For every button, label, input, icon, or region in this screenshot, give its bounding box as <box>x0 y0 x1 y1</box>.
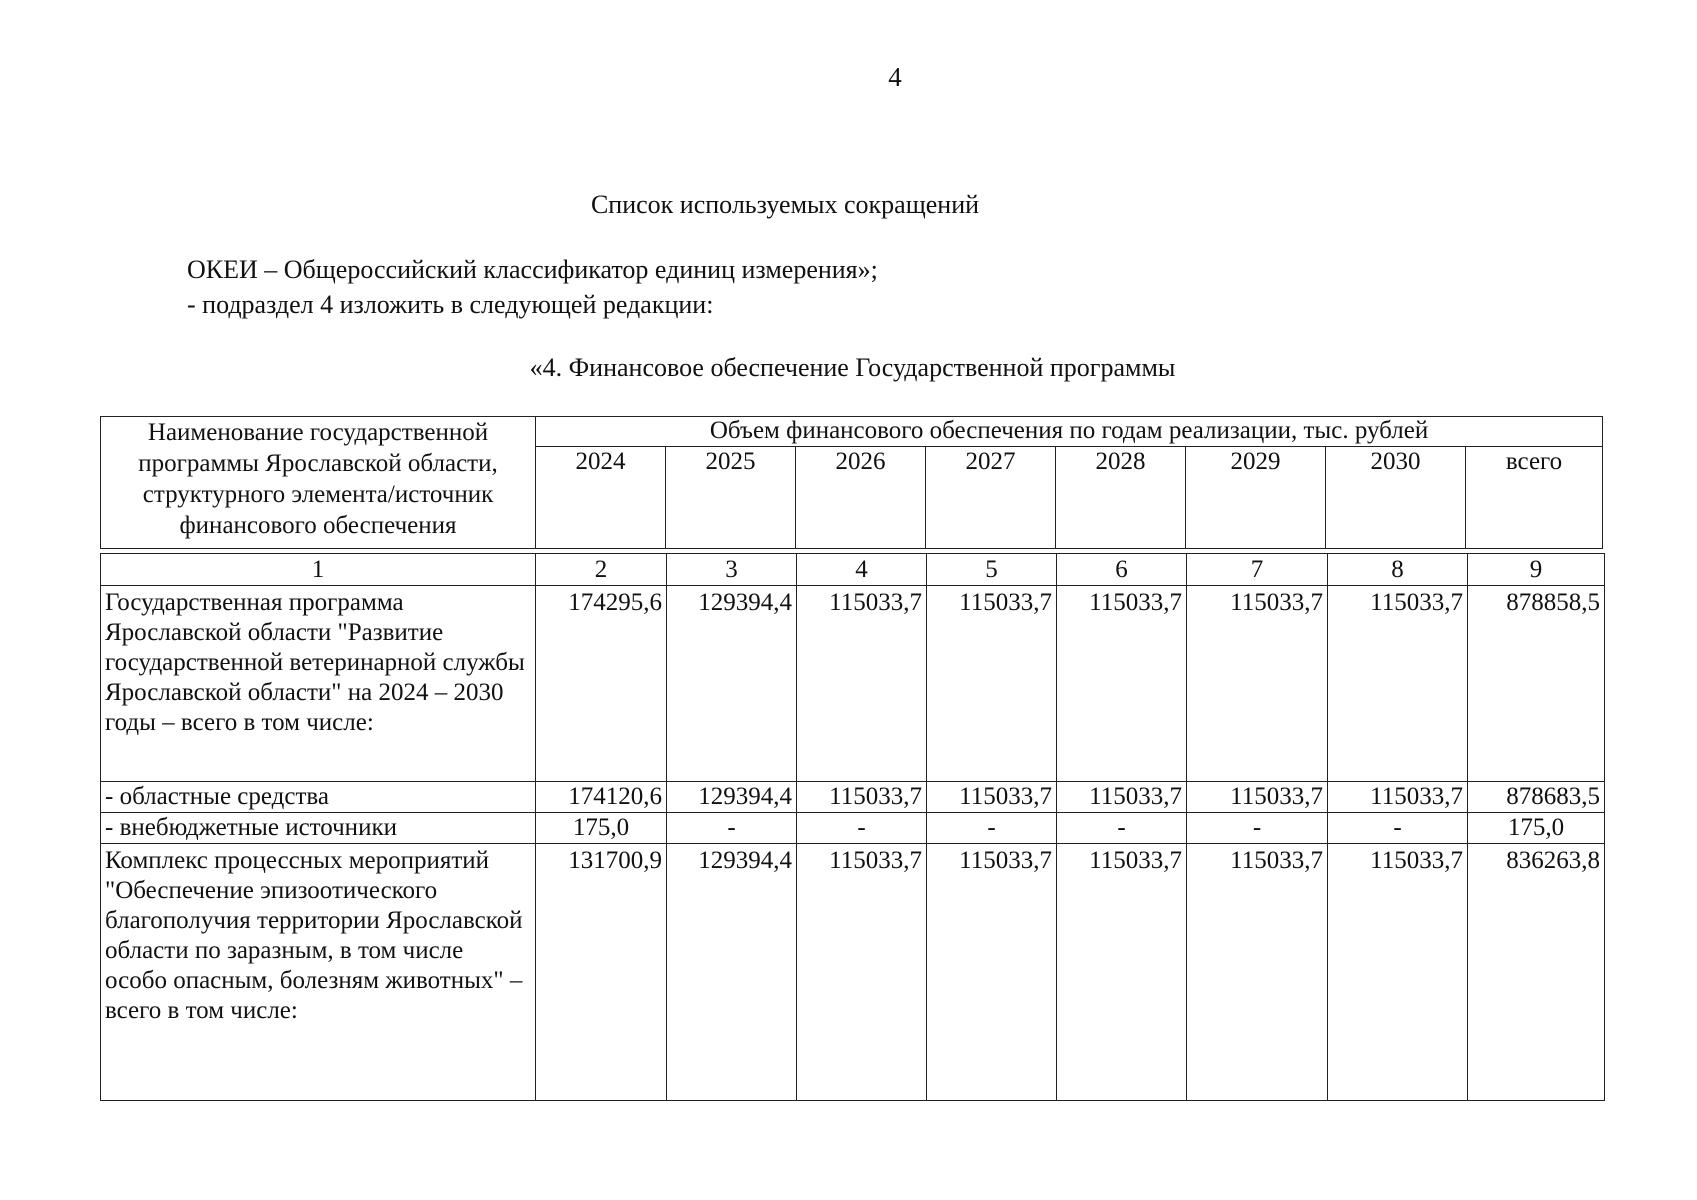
column-number: 4 <box>797 554 927 586</box>
column-number: 8 <box>1328 554 1468 586</box>
cell-value: 878858,5 <box>1468 586 1605 782</box>
cell-value: 115033,7 <box>1187 586 1328 782</box>
table-row-extrabudgetary <box>101 813 1605 844</box>
cell-value: 174295,6 <box>536 586 667 782</box>
cell-value: - <box>667 813 797 844</box>
abbreviations-heading: Список используемых сокращений <box>590 190 980 219</box>
column-number-row <box>101 554 1605 586</box>
header-year-2024: 2024 <box>536 447 666 549</box>
cell-value: 175,0 <box>536 813 667 844</box>
header-year-2025: 2025 <box>666 447 796 549</box>
cell-value: 115033,7 <box>797 586 927 782</box>
cell-value: 878683,5 <box>1468 782 1605 813</box>
cell-value: - <box>797 813 927 844</box>
header-total: всего <box>1466 447 1603 549</box>
table-row-program-total <box>101 586 1605 782</box>
cell-value: 115033,7 <box>1328 586 1468 782</box>
cell-value: 115033,7 <box>1328 844 1468 1101</box>
cell-value: - <box>1057 813 1187 844</box>
cell-value: - <box>1187 813 1328 844</box>
cell-value: 115033,7 <box>797 844 927 1101</box>
column-number: 9 <box>1468 554 1605 586</box>
column-number: 2 <box>536 554 667 586</box>
header-year-2026: 2026 <box>796 447 926 549</box>
cell-value: 129394,4 <box>667 844 797 1101</box>
cell-value: 115033,7 <box>1057 782 1187 813</box>
row-name: Комплекс процессных мероприятий "Обеспечение эпизоотического благополучия территории Ярославской области по заразным, в том числе особо опасным, болезням животных" – всего в том числе: <box>101 844 536 1101</box>
cell-value: 129394,4 <box>667 586 797 782</box>
section-title: «4. Финансовое обеспечение Государственной программы <box>529 353 1176 382</box>
header-financing-group: Объем финансового обеспечения по годам реализации, тыс. рублей <box>536 417 1603 447</box>
cell-value: - <box>1328 813 1468 844</box>
cell-value: 115033,7 <box>1057 586 1187 782</box>
cell-value: - <box>927 813 1057 844</box>
header-name-column: Наименование государственной программы Ярославской области, структурного элемента/источник финансового обеспечения <box>101 417 536 549</box>
paragraph-subsection: - подраздел 4 изложить в следующей редакции: <box>187 290 714 319</box>
header-year-2030: 2030 <box>1326 447 1466 549</box>
column-number: 7 <box>1187 554 1328 586</box>
row-name: Государственная программа Ярославской области "Развитие государственной ветеринарной службы Ярославской области" на 2024 – 2030 годы – всего в том числе: <box>101 586 536 782</box>
cell-value: 115033,7 <box>1057 844 1187 1101</box>
row-name: - внебюджетные источники <box>101 813 536 844</box>
header-year-2029: 2029 <box>1186 447 1326 549</box>
cell-value: 174120,6 <box>536 782 667 813</box>
header-year-2028: 2028 <box>1056 447 1186 549</box>
column-number: 3 <box>667 554 797 586</box>
paragraph-okei: ОКЕИ – Общероссийский классификатор единиц измерения»; <box>187 255 878 284</box>
cell-value: 115033,7 <box>1187 782 1328 813</box>
cell-value: 175,0 <box>1468 813 1605 844</box>
financing-table-header <box>100 416 1603 549</box>
cell-value: 131700,9 <box>536 844 667 1101</box>
cell-value: 115033,7 <box>927 586 1057 782</box>
cell-value: 115033,7 <box>797 782 927 813</box>
column-number: 6 <box>1057 554 1187 586</box>
table-row-regional-funds <box>101 782 1605 813</box>
page-number: 4 <box>888 62 902 92</box>
column-number: 5 <box>927 554 1057 586</box>
cell-value: 115033,7 <box>927 782 1057 813</box>
cell-value: 115033,7 <box>1187 844 1328 1101</box>
cell-value: 115033,7 <box>927 844 1057 1101</box>
header-year-2027: 2027 <box>926 447 1056 549</box>
row-name: - областные средства <box>101 782 536 813</box>
cell-value: 836263,8 <box>1468 844 1605 1101</box>
table-row-process-complex <box>101 844 1605 1101</box>
cell-value: 115033,7 <box>1328 782 1468 813</box>
cell-value: 129394,4 <box>667 782 797 813</box>
column-number: 1 <box>101 554 536 586</box>
financing-table-body <box>100 553 1605 1101</box>
